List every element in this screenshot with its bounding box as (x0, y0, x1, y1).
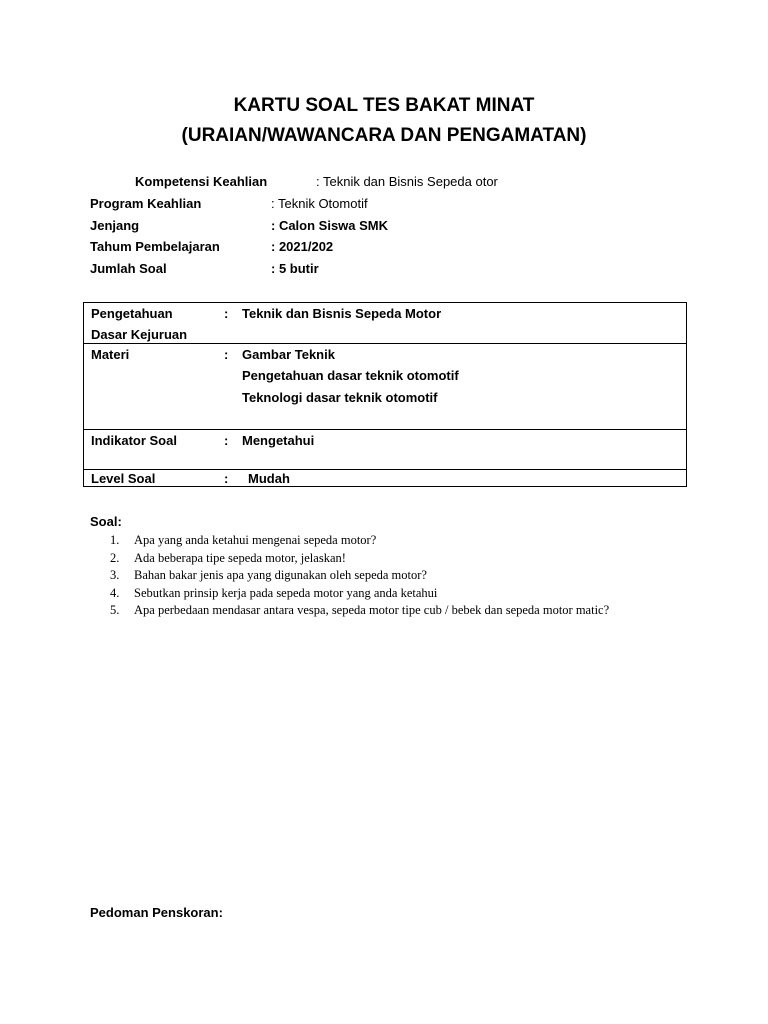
materi-label: Materi (91, 347, 130, 362)
jumlah-value: : 5 butir (271, 261, 319, 276)
level-colon: : (224, 471, 229, 486)
level-label: Level Soal (91, 471, 156, 486)
question-item (110, 603, 609, 621)
question-item (110, 533, 609, 551)
question-number: 5. (110, 603, 120, 617)
row-materi (84, 343, 686, 429)
pengetahuan-colon: : (224, 306, 229, 321)
kompetensi-value: : Teknik dan Bisnis Sepeda otor (316, 174, 498, 189)
indikator-colon: : (224, 433, 229, 448)
document-subtitle: (URAIAN/WAWANCARA DAN PENGAMATAN) (181, 125, 587, 146)
materi-item: Gambar Teknik (242, 347, 335, 362)
row-indikator (84, 429, 686, 469)
level-value: Mudah (248, 471, 290, 486)
tahun-value: : 2021/202 (271, 239, 334, 254)
question-text: Bahan bakar jenis apa yang digunakan oleh sepeda motor? (134, 568, 427, 582)
info-table (83, 302, 687, 487)
question-number: 4. (110, 585, 120, 600)
jenjang-label: Jenjang (90, 218, 140, 233)
materi-colon: : (224, 347, 229, 362)
program-value: : Teknik Otomotif (271, 196, 368, 211)
question-number: 1. (110, 533, 120, 547)
indikator-value: Mengetahui (242, 433, 315, 448)
indikator-label: Indikator Soal (91, 433, 177, 448)
question-item (110, 568, 609, 586)
jumlah-label: Jumlah Soal (90, 261, 167, 276)
soal-heading: Soal: (90, 514, 122, 529)
question-text: Ada beberapa tipe sepeda motor, jelaskan! (134, 550, 346, 565)
question-text: Sebutkan prinsip kerja pada sepeda motor yang anda ketahui (134, 585, 438, 600)
question-item (110, 586, 609, 604)
materi-item: Pengetahuan dasar teknik otomotif (242, 368, 459, 383)
pengetahuan-label-line1: Pengetahuan (91, 306, 173, 321)
document-title: KARTU SOAL TES BAKAT MINAT (233, 95, 535, 116)
question-number: 2. (110, 550, 120, 565)
pengetahuan-value: Teknik dan Bisnis Sepeda Motor (242, 306, 442, 321)
question-number: 3. (110, 568, 120, 582)
question-list (110, 533, 609, 621)
row-level (84, 469, 686, 488)
program-label: Program Keahlian (90, 196, 202, 211)
kompetensi-label: Kompetensi Keahlian (135, 174, 268, 189)
pengetahuan-label-line2: Dasar Kejuruan (91, 327, 188, 342)
materi-item: Teknologi dasar teknik otomotif (242, 390, 438, 405)
question-text: Apa perbedaan mendasar antara vespa, sepeda motor tipe cub / bebek dan sepeda motor matic? (134, 603, 610, 617)
pedoman-heading: Pedoman Penskoran: (90, 905, 223, 920)
row-pengetahuan (84, 303, 686, 343)
question-text: Apa yang anda ketahui mengenai sepeda motor? (134, 533, 377, 547)
question-item (110, 551, 609, 569)
tahun-label: Tahum Pembelajaran (90, 239, 220, 254)
jenjang-value: : Calon Siswa SMK (271, 218, 389, 233)
